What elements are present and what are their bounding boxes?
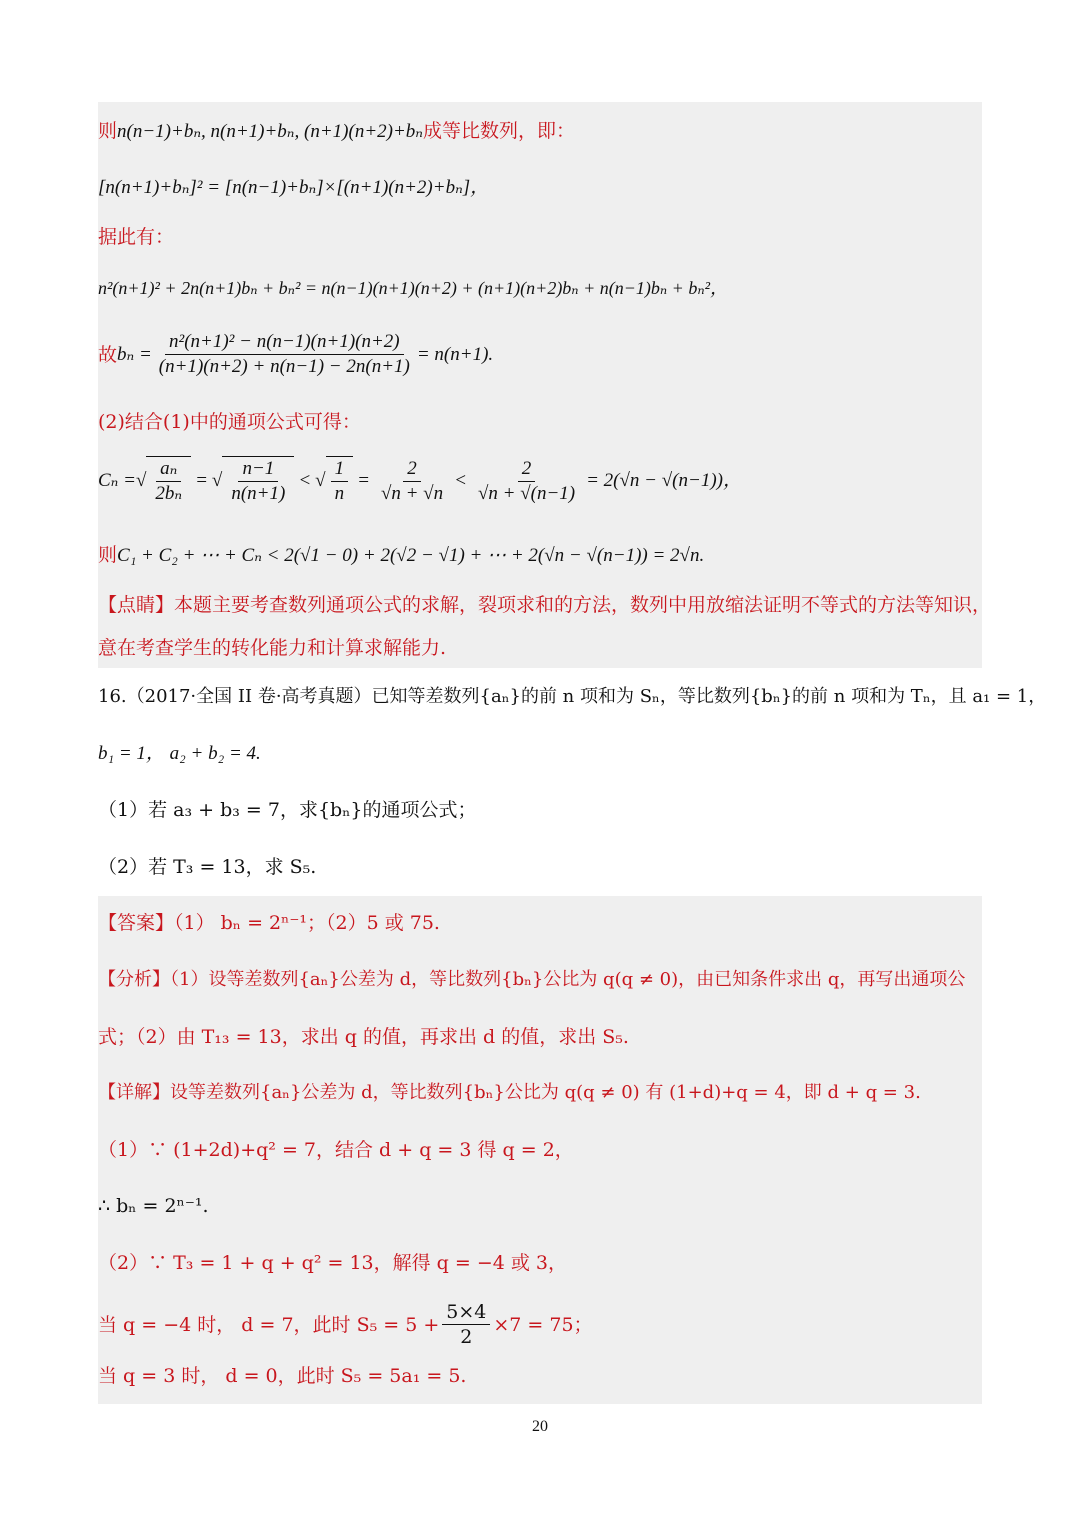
fraction-5 — [474, 457, 579, 506]
text-then-2: 则 — [98, 544, 118, 566]
problem-16-statement: 16.（2017·全国 II 卷·高考真题）已知等差数列{aₙ}的前 n 项和为 Sₙ，等比数列{bₙ}的前 n 项和为 Tₙ，且 a₁ = 1， — [98, 686, 1047, 707]
frac-num-2a: 2 — [403, 457, 421, 482]
line-geometric-sequence — [98, 117, 575, 146]
frac-num-2b: 2 — [518, 457, 536, 482]
equation-sum-bound — [98, 541, 704, 570]
equation-square: [n(n+1)+bₙ]² = [n(n−1)+bₙ]×[(n+1)(n+2)+bₙ]， — [98, 177, 490, 198]
math-cn: Cₙ = — [98, 470, 136, 491]
frac-num-5x4: 5×4 — [442, 1300, 490, 1325]
text-key-point-1: 【点睛】本题主要考查数列通项公式的求解，裂项求和的方法，数列中用放缩法证明不等式的方法等知识， — [98, 594, 992, 616]
detail-step-5: 当 q = 3 时， d = 0，此时 S₅ = 5a₁ = 5. — [98, 1365, 467, 1387]
analysis-line-1 — [98, 966, 965, 994]
sqrt-2: √ $\frac{n-1}{n(n+1)}$ — [212, 456, 294, 506]
answer-text: （1） bₙ = 2ⁿ⁻¹；（2）5 或 75. — [174, 912, 440, 934]
frac-an: aₙ — [156, 457, 181, 482]
detail-step-4 — [98, 1300, 593, 1349]
equation-cn-inequality — [98, 456, 742, 506]
fraction-numerator: n²(n+1)² − n(n−1)(n+1)(n+2) — [165, 330, 404, 355]
sqrt-3: √ $\frac{1}{n}$ — [315, 456, 353, 506]
analysis-line-2: 式；（2）由 T₁₃ = 13，求出 q 的值，再求出 d 的值，求出 S₅. — [98, 1026, 629, 1048]
detail-line — [98, 1079, 921, 1107]
page-number: 20 — [532, 1418, 548, 1435]
text-part2-intro: (2)结合(1)中的通项公式可得： — [98, 411, 361, 433]
equation-expanded: n²(n+1)² + 2n(n+1)bₙ + bₙ² = n(n−1)(n+1)(n+2) + (n+1)(n+2)bₙ + n(n−1)bₙ + bₙ²， — [98, 278, 729, 298]
answer-tag: 【答案】 — [98, 912, 175, 934]
math-sum-bound: C₁ + C₂ + ⋯ + Cₙ < 2(√1 − 0) + 2(√2 − √1) + ⋯ + 2(√n − √(n−1)) = 2√n. — [117, 545, 705, 566]
frac-den-2: 2 — [460, 1326, 473, 1348]
math-three-terms: n(n−1)+bₙ, n(n+1)+bₙ, (n+1)(n+2)+bₙ — [117, 121, 423, 142]
frac-n: n — [334, 483, 345, 504]
analysis-text-1: （1）设等差数列{aₙ}公差为 d，等比数列{bₙ}公比为 q(q ≠ 0)，由已知条件求出 q，再写出通项公 — [170, 969, 966, 990]
equation-bn-result — [98, 330, 493, 379]
frac-2bn: 2bₙ — [155, 483, 183, 504]
math-lt2: < — [454, 470, 467, 491]
text-key-point-2: 意在考查学生的转化能力和计算求解能力. — [98, 637, 447, 659]
detail-step-1: （1）∵ (1+2d)+q² = 7，结合 d + q = 3 得 q = 2， — [98, 1139, 574, 1161]
math-lt1: < — [298, 470, 312, 491]
analysis-tag: 【分析】 — [98, 969, 170, 990]
text-geometric-claim: 成等比数列，即： — [422, 120, 575, 142]
math-eq2: = — [357, 470, 370, 491]
math-cn-tail: = 2(√n − √(n−1))， — [586, 470, 742, 491]
detail-step-2: ∴ bₙ = 2ⁿ⁻¹. — [98, 1195, 209, 1217]
frac-n-minus-1: n−1 — [238, 457, 278, 482]
frac-den-sqrt-n: √n + √n — [380, 482, 444, 504]
math-eq1: = — [195, 470, 208, 491]
detail-tag: 【详解】 — [98, 1082, 170, 1103]
math-bn-rhs: = n(n+1). — [416, 343, 494, 365]
answer-line — [98, 909, 440, 937]
fraction-denominator: (n+1)(n+2) + n(n−1) − 2n(n+1) — [158, 356, 410, 377]
frac-1: 1 — [331, 457, 349, 482]
fraction-5x4-over-2 — [442, 1300, 490, 1349]
detail-step-3: （2）∵ T₃ = 1 + q + q² = 13，解得 q = −4 或 3， — [98, 1252, 567, 1274]
fraction-4 — [377, 457, 447, 506]
frac-den-sqrt-n-1: √n + √(n−1) — [477, 482, 576, 504]
fraction-bn — [155, 330, 414, 379]
problem-16-part2: （2）若 T₃ = 13，求 S₅. — [98, 856, 317, 878]
problem-16-conditions: b₁ = 1， a₂ + b₂ = 4. — [98, 743, 261, 764]
text-hence: 据此有： — [98, 226, 175, 248]
math-bn-lhs: bₙ = — [117, 343, 152, 365]
sqrt-1: √ $\frac{\text{aₙ}}{\text{2bₙ}}$ — [136, 456, 191, 506]
problem-16-part1: （1）若 a₃ + b₃ = 7，求{bₙ}的通项公式； — [98, 799, 477, 821]
detail-step-4-prefix: 当 q = −4 时， d = 7，此时 S₅ = 5 + — [98, 1313, 440, 1336]
frac-n-n-plus-1: n(n+1) — [231, 483, 286, 504]
text-then: 则 — [98, 120, 118, 142]
text-therefore: 故 — [98, 343, 118, 366]
detail-step-4-suffix: ×7 = 75； — [493, 1313, 593, 1336]
detail-text: 设等差数列{aₙ}公差为 d，等比数列{bₙ}公比为 q(q ≠ 0) 有 (1+d)+q = 4，即 d + q = 3. — [170, 1082, 921, 1103]
